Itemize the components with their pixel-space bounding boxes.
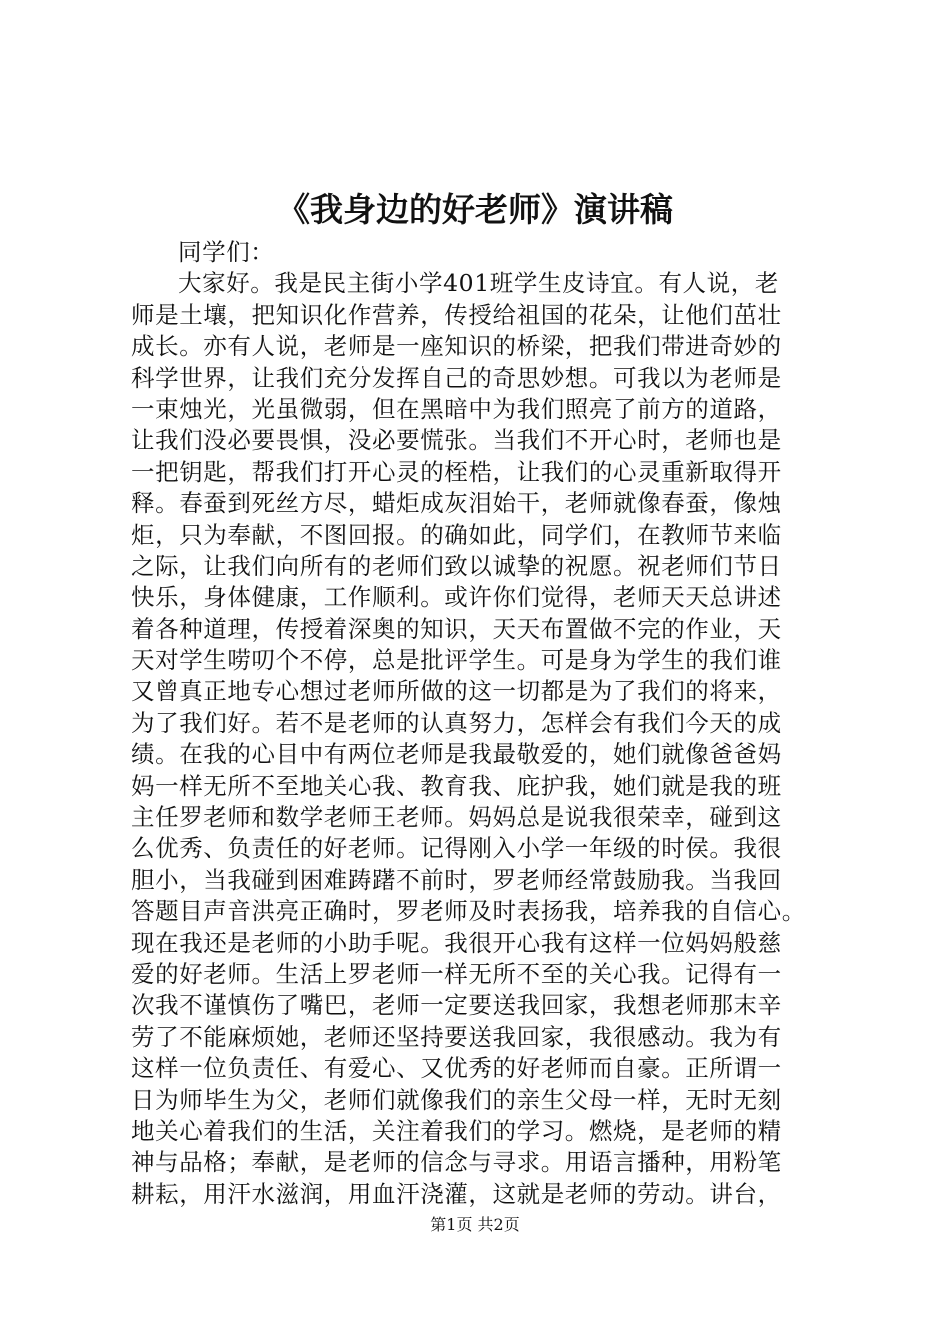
paragraph-line: 次我不谨慎伤了嘴巴，老师一定要送我回家，我想老师那末辛: [131, 991, 782, 1020]
paragraph-line: 劳了不能麻烦她，老师还坚持要送我回家，我很感动。我为有: [131, 1022, 782, 1051]
paragraph-line: 胆小，当我碰到困难踌躇不前时，罗老师经常鼓励我。当我回: [131, 865, 782, 894]
paragraph-line: 快乐，身体健康，工作顺利。或许你们觉得，老师天天总讲述: [131, 583, 782, 612]
paragraph-line: 现在我还是老师的小助手呢。我很开心我有这样一位妈妈般慈: [131, 928, 782, 957]
paragraph-line: 大家好。我是民主街小学401班学生皮诗宜。有人说，老: [178, 269, 779, 298]
paragraph-line: 一把钥匙，帮我们打开心灵的桎梏，让我们的心灵重新取得开: [131, 457, 782, 486]
paragraph-line: 科学世界，让我们充分发挥自己的奇思妙想。可我以为老师是: [131, 363, 782, 392]
paragraph-line: 耕耘，用汗水滋润，用血汗浇灌，这就是老师的劳动。讲台，: [131, 1179, 782, 1208]
paragraph-line: 这样一位负责任、有爱心、又优秀的好老师而自豪。正所谓一: [131, 1054, 782, 1083]
paragraph-line: 主任罗老师和数学老师王老师。妈妈总是说我很荣幸，碰到这: [131, 803, 782, 832]
paragraph-line: 一束烛光，光虽微弱，但在黑暗中为我们照亮了前方的道路，: [131, 394, 782, 423]
paragraph-line: 释。春蚕到死丝方尽，蜡炬成灰泪始干，老师就像春蚕，像烛: [131, 489, 782, 518]
paragraph-line: 天对学生唠叨个不停，总是批评学生。可是身为学生的我们谁: [131, 646, 782, 675]
paragraph-line: 炬，只为奉献，不图回报。的确如此，同学们，在教师节来临: [131, 520, 782, 549]
paragraph-line: 么优秀、负责任的好老师。记得刚入小学一年级的时侯。我很: [131, 834, 782, 863]
page-footer: 第1页 共2页: [430, 1215, 520, 1234]
paragraph-line: 答题目声音洪亮正确时，罗老师及时表扬我，培养我的自信心。: [131, 897, 806, 926]
document-title: 《我身边的好老师》演讲稿: [277, 190, 673, 229]
paragraph-line: 成长。亦有人说，老师是一座知识的桥梁，把我们带进奇妙的: [131, 332, 782, 361]
paragraph-line: 爱的好老师。生活上罗老师一样无所不至的关心我。记得有一: [131, 959, 782, 988]
document-body: [131, 237, 851, 1210]
paragraph-line: 让我们没必要畏惧，没必要慌张。当我们不开心时，老师也是: [131, 426, 782, 455]
salutation-line: 同学们：: [178, 238, 275, 266]
paragraph-line: 日为师毕生为父，老师们就像我们的亲生父母一样，无时无刻: [131, 1085, 782, 1114]
paragraph-line: 之际，让我们向所有的老师们致以诚挚的祝愿。祝老师们节日: [131, 551, 782, 580]
paragraph-line: 绩。在我的心目中有两位老师是我最敬爱的，她们就像爸爸妈: [131, 740, 782, 769]
paragraph-line: 师是土壤，把知识化作营养，传授给祖国的花朵，让他们茁壮: [131, 300, 782, 329]
paragraph-line: 地关心着我们的生活，关注着我们的学习。燃烧，是老师的精: [131, 1116, 782, 1145]
paragraph-line: 着各种道理，传授着深奥的知识，天天布置做不完的作业，天: [131, 614, 782, 643]
paragraph-line: 神与品格；奉献，是老师的信念与寻求。用语言播种，用粉笔: [131, 1148, 782, 1177]
paragraph-line: 又曾真正地专心想过老师所做的这一切都是为了我们的将来，: [131, 677, 782, 706]
paragraph-line: 妈一样无所不至地关心我、教育我、庇护我，她们就是我的班: [131, 771, 782, 800]
paragraph-line: 为了我们好。若不是老师的认真努力，怎样会有我们今天的成: [131, 708, 782, 737]
